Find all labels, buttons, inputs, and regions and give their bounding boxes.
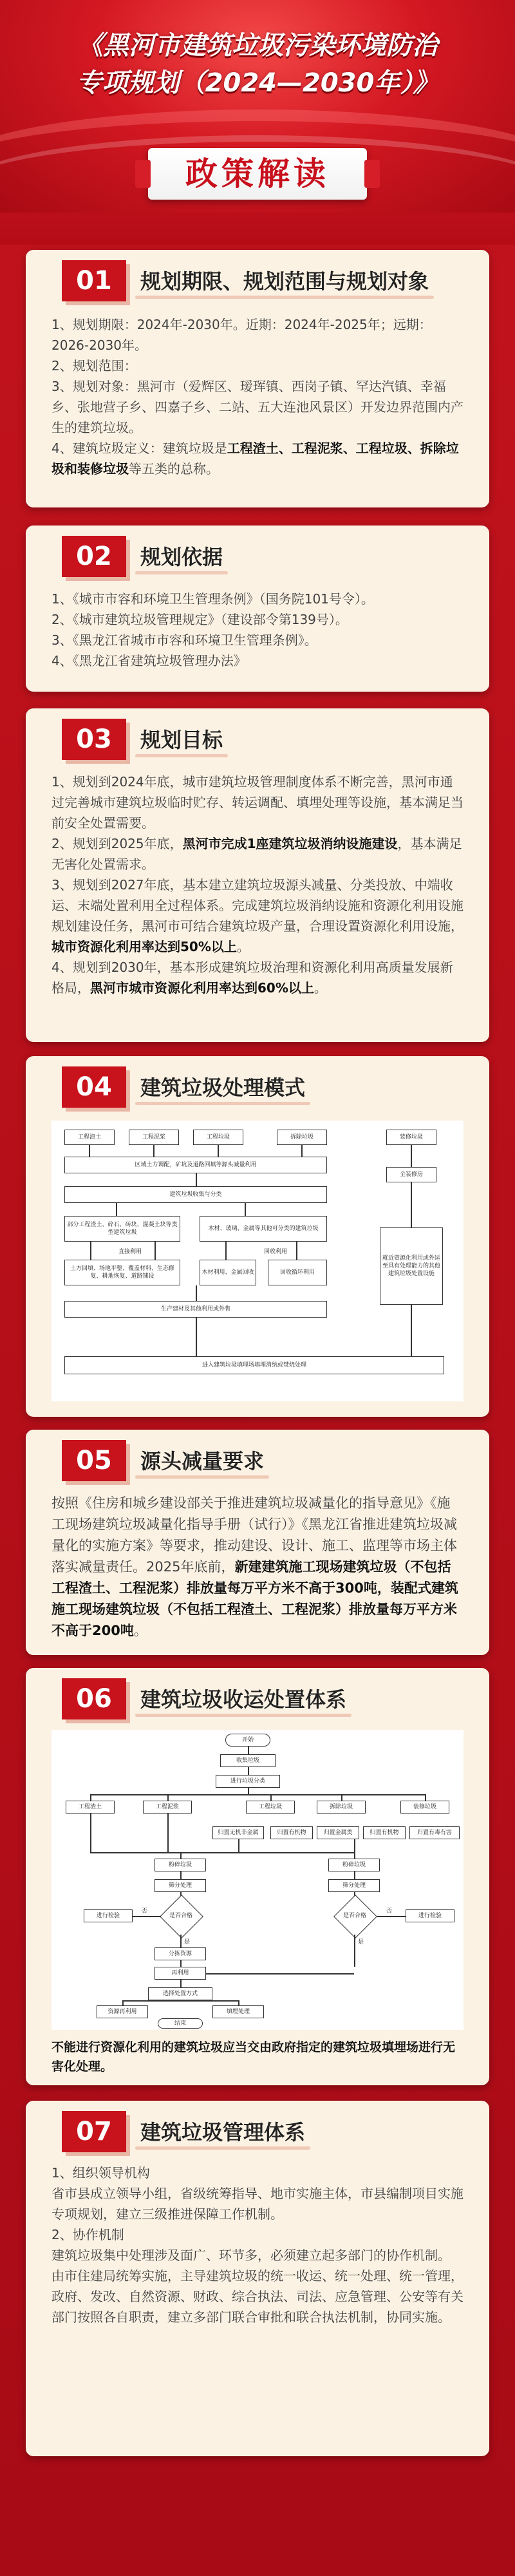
connector xyxy=(206,1973,354,1975)
flow-box: 全装修房 xyxy=(386,1167,436,1182)
page-title-line1: 《黑河市建筑垃圾污染环境防治 xyxy=(77,31,438,61)
connector xyxy=(354,1935,355,1967)
connector xyxy=(90,1852,354,1853)
connector xyxy=(270,1794,272,1801)
section-04-card xyxy=(26,1056,489,1417)
text-bold: 城市资源化利用率达到50%以上 xyxy=(52,939,237,954)
section-note xyxy=(52,2038,464,2076)
connector xyxy=(354,1871,355,1879)
text-line: 4、《黑龙江省建筑垃圾管理办法》 xyxy=(52,653,247,668)
flow-label: 是否合格 xyxy=(169,1913,192,1919)
flow-box: 拆除垃圾 xyxy=(277,1130,327,1145)
flow-box: 工程垃圾 xyxy=(246,1801,295,1814)
flow-box: 工程泥浆 xyxy=(129,1130,179,1145)
connector xyxy=(133,1916,161,1917)
connector xyxy=(89,1145,90,1157)
connector xyxy=(90,1242,91,1260)
flow-box: 归置有机物 xyxy=(270,1826,313,1839)
connector xyxy=(301,1145,303,1157)
connector xyxy=(225,1242,227,1260)
flow-label: 回收利用 xyxy=(264,1249,288,1255)
text-plain: 3、规划到2027年底，基本建立建筑垃圾源头减量、分类投放、中端收运、末端处置利用全过程体系。完成建筑垃圾消纳设施和资源化利用设施规划建设任务，黑河市可结合建筑垃圾产量，合理设置资源化利用设施， xyxy=(52,877,464,934)
page-title-line2: 专项规划（2024—2030年）》 xyxy=(76,68,439,98)
connector xyxy=(116,1203,117,1216)
section-05-card xyxy=(26,1430,489,1655)
connector xyxy=(354,1839,355,1852)
text-line: 2、《城市建筑垃圾管理规定》（建设部令第139号）。 xyxy=(52,612,348,627)
connector xyxy=(167,1814,169,1852)
flow-box: 开始 xyxy=(225,1734,270,1747)
flow-label: 直接利用 xyxy=(118,1249,142,1255)
section-title: 建筑垃圾收运处置体系 xyxy=(140,1683,346,1716)
flow-box: 建筑垃圾收集与分类 xyxy=(64,1186,327,1203)
flow-label: 否 xyxy=(386,1908,393,1915)
text-line: 省市县成立领导小组，省级统筹指导、地市实施主体，市县编制项目实施专项规划，建立三级推进保障工作机制。 xyxy=(52,2186,464,2222)
flow-box: 粉碎垃圾 xyxy=(154,1859,206,1871)
text-line: 1、组织领导机构 xyxy=(52,2165,150,2181)
section-number: 07 xyxy=(62,2111,126,2152)
section-body xyxy=(52,1493,464,1642)
section-06-card xyxy=(26,1668,489,2085)
text-plain: 4、建筑垃圾定义：建筑垃圾是 xyxy=(52,440,227,456)
text-bold: 工程渣土、工程泥浆、工程垃圾、拆除垃圾和装修垃圾 xyxy=(52,440,459,477)
connector xyxy=(425,1794,426,1801)
flow-box: 归置有毒有害 xyxy=(409,1826,460,1839)
connector xyxy=(341,1794,342,1801)
section-title: 规划期限、规划范围与规划对象 xyxy=(140,265,429,298)
connector xyxy=(180,1935,182,1947)
connector xyxy=(218,1145,219,1157)
connector xyxy=(167,1794,169,1801)
flow-box: 工程渣土 xyxy=(64,1130,115,1145)
flow-box: 工程渣土 xyxy=(66,1801,115,1814)
collection-flowchart xyxy=(52,1730,464,2030)
text-plain: 2、规划到2025年底， xyxy=(52,836,183,851)
flow-box: 部分工程渣土、碎石、砖块、混凝土块等类型建筑垃圾 xyxy=(64,1216,180,1242)
flow-box: 填埋处理 xyxy=(212,2005,264,2018)
flow-box: 拆除垃圾 xyxy=(317,1801,366,1814)
connector xyxy=(122,2000,238,2002)
section-03-card xyxy=(26,708,489,1042)
text-paragraph xyxy=(52,1493,464,1642)
text-bold: 新建建筑施工现场建筑垃圾（不包括工程渣土、工程泥浆）排放量每万平方米不高于300吨，装配式建筑施工现场建筑垃圾（不包括工程渣土、工程泥浆）排放量每万平方米不高于200吨 xyxy=(52,1559,458,1638)
flow-box: 木材、玻璃、金属等其他可分类的建筑垃圾 xyxy=(200,1216,327,1242)
connector xyxy=(296,1242,297,1260)
connector xyxy=(122,2000,124,2005)
connector xyxy=(411,1305,412,1356)
connector xyxy=(154,1242,156,1260)
connector xyxy=(248,1788,249,1794)
section-02-card xyxy=(26,526,489,692)
connector xyxy=(180,1852,182,1859)
connector xyxy=(153,1145,154,1157)
connector xyxy=(180,1980,182,1987)
connector xyxy=(238,1839,239,1852)
flow-box: 筛分处理 xyxy=(328,1879,380,1892)
section-body xyxy=(52,589,464,671)
flow-box: 再利用 xyxy=(154,1967,206,1980)
section-body xyxy=(52,2163,464,2327)
connector xyxy=(90,1794,425,1795)
text-line: 2、规划范围： xyxy=(52,358,137,374)
connector xyxy=(354,1852,355,1859)
policy-banner xyxy=(148,148,367,200)
flow-label: 是 xyxy=(184,1939,191,1946)
processing-flowchart xyxy=(52,1121,464,1401)
section-number: 05 xyxy=(62,1440,126,1481)
section-title: 建筑垃圾管理体系 xyxy=(140,2116,305,2148)
flow-label: 是 xyxy=(358,1939,364,1946)
text-bold: 黑河市完成1座建筑垃圾消纳设施建设 xyxy=(182,836,398,851)
connector xyxy=(180,1871,182,1879)
flow-box: 收集垃圾 xyxy=(220,1754,276,1767)
flow-box: 工程泥浆 xyxy=(143,1801,192,1814)
banner-text: 政策解读 xyxy=(185,155,330,193)
text-paragraph xyxy=(52,875,464,957)
section-number: 04 xyxy=(62,1066,126,1108)
connector xyxy=(238,2000,239,2005)
flow-box: 结束 xyxy=(158,2018,203,2029)
section-body xyxy=(52,772,464,998)
flow-box: 木材利用、金属回收 xyxy=(200,1260,256,1285)
flow-box: 区域土方调配，矿坑及道路回填等源头减量利用 xyxy=(64,1157,327,1173)
connector xyxy=(180,1960,182,1967)
flow-box: 进行检验 xyxy=(84,1909,133,1922)
section-body xyxy=(52,314,464,479)
flow-box: 归置有机物 xyxy=(363,1826,406,1839)
text-plain: 。 xyxy=(314,980,327,996)
text-bold: 黑河市城市资源化利用率达到60%以上 xyxy=(90,980,314,996)
text-plain: 等五类的总称。 xyxy=(129,461,219,477)
section-title: 源头减量要求 xyxy=(140,1445,264,1477)
page-title xyxy=(13,27,502,102)
note-text: 不能进行资源化利用的建筑垃圾应当交由政府指定的建筑垃圾填埋场进行无害化处理。 xyxy=(52,2040,456,2074)
text-line: 3、《黑龙江省城市市容和环境卫生管理条例》。 xyxy=(52,632,317,648)
flow-box: 进行垃圾分类 xyxy=(216,1775,280,1788)
flow-box: 工程垃圾 xyxy=(193,1130,243,1145)
flow-box: 进行检验 xyxy=(406,1909,454,1922)
connector xyxy=(411,1182,412,1227)
flow-label: 是否合格 xyxy=(342,1913,366,1919)
connector xyxy=(377,1916,406,1917)
text-plain: 4、规划到2030年，基本形成建筑垃圾治理和资源化利用高质量发展新格局， xyxy=(52,960,453,996)
section-number: 03 xyxy=(62,719,126,760)
text-paragraph xyxy=(52,833,464,875)
flow-box: 装修垃圾 xyxy=(386,1130,436,1145)
flow-box: 装修垃圾 xyxy=(400,1801,449,1814)
flow-box: 就近资源化利用或外运至具有处理能力的其他建筑垃圾处置设施 xyxy=(380,1227,443,1305)
connector xyxy=(196,1173,197,1186)
text-line: 建筑垃圾集中处理涉及面广、环节多，必须建立起多部门的协作机制。 xyxy=(52,2248,451,2263)
connector xyxy=(411,1145,412,1167)
banner-cap-right xyxy=(364,160,380,188)
flow-box: 土方回填、场地平整、覆盖材料、生态修复、耕地恢复、道路铺设 xyxy=(64,1260,180,1285)
section-01-card xyxy=(26,250,489,507)
connector xyxy=(90,1794,91,1801)
section-title: 建筑垃圾处理模式 xyxy=(140,1072,305,1104)
text-plain: 按照《住房和城乡建设部关于推进建筑垃圾减量化的指导意见》《施工现场建筑垃圾减量化指导手册（试行）》《黑龙江省推进建筑垃圾减量化的实施方案》等要求，推动建设、设计、施工、监理等市场主体落实减量责任。2025年底前， xyxy=(52,1495,457,1575)
text-line: 由市住建局统筹实施，主导建筑垃圾的统一收运、统一处理、统一管理，政府、发改、自然资源、财政、综合执法、司法、应急管理、公安等有关部门按照各自职责，建立多部门联合审批和联合执法机制，协同实施。 xyxy=(52,2268,464,2325)
text-line: 2、协作机制 xyxy=(52,2227,124,2242)
flow-label: 否 xyxy=(142,1908,148,1915)
connector xyxy=(196,1285,197,1301)
flow-box: 筛分处理 xyxy=(154,1879,206,1892)
text-plain: 。 xyxy=(133,1623,147,1638)
text-line: 3、规划对象：黑河市（爱辉区、瑷珲镇、西岗子镇、罕达汽镇、幸福乡、张地营子乡、四嘉子乡、二站、五大连池风景区）开发边界范围内产生的建筑垃圾。 xyxy=(52,379,464,435)
flow-box: 分拣资源 xyxy=(154,1947,206,1960)
flow-box: 进入建筑垃圾填埋场填埋消纳或焚烧处理 xyxy=(64,1356,444,1374)
connector xyxy=(90,1814,91,1852)
banner-cap-left xyxy=(135,160,151,188)
text-line: 1、规划期限：2024年-2030年。近期：2024年-2025年；远期：2026-2030年。 xyxy=(52,317,432,353)
section-number: 01 xyxy=(62,260,126,301)
section-title: 规划依据 xyxy=(140,541,223,573)
section-07-card xyxy=(26,2101,489,2456)
connector xyxy=(245,1203,246,1216)
text-plain: 。 xyxy=(236,939,250,954)
flow-box: 归置无机非金属 xyxy=(212,1826,264,1839)
flow-box: 选择处置方式 xyxy=(148,1987,212,2000)
hero-header xyxy=(0,0,515,213)
text-plain: ，基本满足无害化处置需求。 xyxy=(52,836,462,872)
flow-box: 生产建材及其他利用或外售 xyxy=(64,1301,327,1318)
flow-box: 资源再利用 xyxy=(97,2005,148,2018)
connector xyxy=(248,1767,249,1775)
section-title: 规划目标 xyxy=(140,724,223,756)
text-paragraph xyxy=(52,957,464,998)
flow-box: 归置金属类 xyxy=(317,1826,359,1839)
flow-box: 回收循环利用 xyxy=(268,1260,327,1285)
text-paragraph: 1、规划到2024年底，城市建筑垃圾管理制度体系不断完善，黑河市通过完善城市建筑垃圾临时贮存、转运调配、填埋处理等设施，基本满足当前安全处置需要。 xyxy=(52,774,464,831)
section-number: 02 xyxy=(62,536,126,577)
connector xyxy=(196,1318,197,1356)
section-number: 06 xyxy=(62,1678,126,1719)
connector xyxy=(248,1747,249,1754)
text-line xyxy=(52,438,464,479)
flow-box: 粉碎垃圾 xyxy=(328,1859,380,1871)
text-line: 1、《城市市容和环境卫生管理条例》（国务院101号令）。 xyxy=(52,591,374,607)
